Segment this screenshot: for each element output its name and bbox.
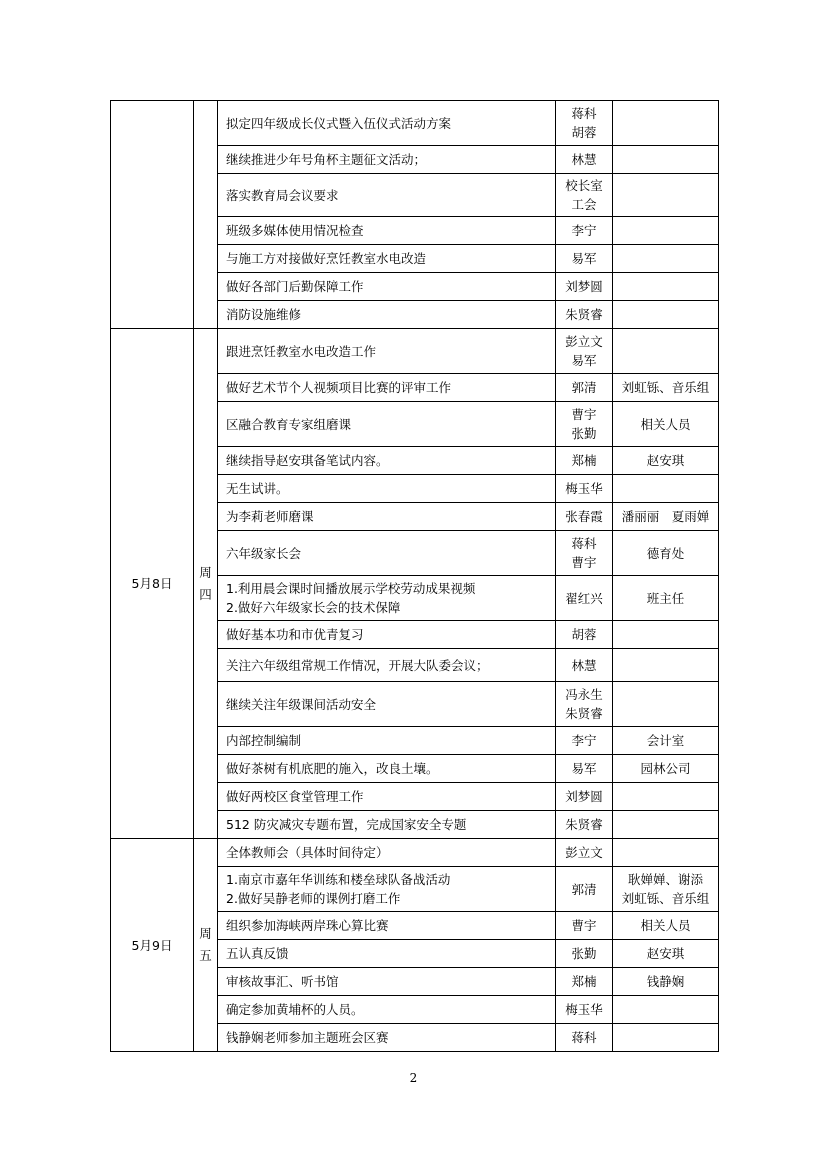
task-cell <box>218 329 556 374</box>
person-line: 彭立文 <box>565 334 603 349</box>
task-line: 内部控制编制 <box>226 733 302 748</box>
task-cell <box>218 811 556 839</box>
cooperator-cell <box>613 374 719 402</box>
person-cell <box>556 447 613 475</box>
task-line: 做好两校区食堂管理工作 <box>226 789 364 804</box>
cooperator-cell <box>613 273 719 301</box>
cooperator-line: 园林公司 <box>640 761 691 776</box>
person-line: 林慧 <box>571 152 597 167</box>
cooperator-cell <box>613 755 719 783</box>
date-cell <box>111 101 194 329</box>
person-cell <box>556 174 613 217</box>
person-line: 张勤 <box>571 426 597 441</box>
task-cell <box>218 912 556 940</box>
task-cell <box>218 301 556 329</box>
person-line: 李宁 <box>571 223 597 238</box>
task-cell <box>218 273 556 301</box>
task-cell <box>218 402 556 447</box>
person-line: 蒋科 <box>571 106 597 121</box>
person-line: 朱贤睿 <box>565 706 603 721</box>
person-cell <box>556 621 613 649</box>
cooperator-cell <box>613 531 719 576</box>
cooperator-line: 相关人员 <box>640 416 691 432</box>
person-cell <box>556 968 613 996</box>
cooperator-cell <box>613 682 719 727</box>
person-line: 彭立文 <box>565 845 603 860</box>
task-cell <box>218 839 556 867</box>
task-line: 1.南京市嘉年华训练和楼垒球队备战活动 <box>226 872 451 887</box>
person-cell <box>556 1024 613 1052</box>
task-line: 钱静娴老师参加主题班会区赛 <box>226 1030 389 1045</box>
task-line: 五认真反馈 <box>226 946 289 961</box>
cooperator-cell <box>613 245 719 273</box>
person-cell <box>556 839 613 867</box>
person-line: 翟红兴 <box>565 590 603 606</box>
task-cell <box>218 727 556 755</box>
person-line: 冯永生 <box>565 687 603 702</box>
task-line: 组织参加海峡两岸珠心算比赛 <box>226 918 389 933</box>
cooperator-cell <box>613 867 719 912</box>
person-line: 朱贤睿 <box>565 817 603 832</box>
task-cell <box>218 755 556 783</box>
person-line: 梅玉华 <box>565 481 603 496</box>
cooperator-cell <box>613 996 719 1024</box>
cooperator-line: 钱静娴 <box>646 974 685 989</box>
task-line: 跟进烹饪教室水电改造工作 <box>226 343 377 359</box>
cooperator-cell <box>613 839 719 867</box>
task-cell <box>218 621 556 649</box>
task-line: 关注六年级组常规工作情况，开展大队委会议； <box>226 657 489 673</box>
person-cell <box>556 503 613 531</box>
date-cell <box>111 329 194 839</box>
person-line: 郑楠 <box>571 453 597 468</box>
task-line: 落实教育局会议要求 <box>226 187 339 203</box>
task-cell <box>218 447 556 475</box>
cooperator-cell <box>613 402 719 447</box>
person-cell <box>556 374 613 402</box>
cooperator-line: 德育处 <box>646 545 685 561</box>
person-cell <box>556 912 613 940</box>
task-cell <box>218 940 556 968</box>
cooperator-cell <box>613 811 719 839</box>
person-cell <box>556 273 613 301</box>
task-line: 班级多媒体使用情况检查 <box>226 223 364 238</box>
cooperator-cell <box>613 503 719 531</box>
weekday-char: 周 <box>199 564 212 580</box>
task-line: 做好茶树有机底肥的施入，改良土壤。 <box>226 761 439 776</box>
cooperator-cell <box>613 174 719 217</box>
weekday-char: 四 <box>199 586 212 602</box>
cooperator-cell <box>613 301 719 329</box>
task-cell <box>218 531 556 576</box>
task-line: 继续指导赵安琪备笔试内容。 <box>226 453 389 468</box>
cooperator-cell <box>613 968 719 996</box>
person-line: 胡蓉 <box>571 125 597 140</box>
task-line: 确定参加黄埔杯的人员。 <box>226 1002 364 1017</box>
cooperator-line: 会计室 <box>646 733 685 748</box>
weekday-cell <box>194 329 218 839</box>
person-line: 朱贤睿 <box>565 307 603 322</box>
task-line: 拟定四年级成长仪式暨入伍仪式活动方案 <box>226 115 452 131</box>
cooperator-cell <box>613 727 719 755</box>
person-cell <box>556 727 613 755</box>
cooperator-line: 刘虹铄、音乐组 <box>621 891 710 906</box>
task-line: 继续关注年级课间活动安全 <box>226 696 377 712</box>
cooperator-line: 相关人员 <box>640 918 691 933</box>
cooperator-cell <box>613 217 719 245</box>
person-line: 工会 <box>571 197 597 212</box>
cooperator-cell <box>613 912 719 940</box>
person-line: 郑楠 <box>571 974 597 989</box>
cooperator-cell <box>613 447 719 475</box>
person-line: 郭清 <box>571 881 597 897</box>
task-cell <box>218 968 556 996</box>
task-line: 审核故事汇、听书馆 <box>226 974 339 989</box>
person-line: 梅玉华 <box>565 1002 603 1017</box>
task-line: 1.利用晨会课时间播放展示学校劳动成果视频 <box>226 581 476 596</box>
person-cell <box>556 402 613 447</box>
cooperator-cell <box>613 146 719 174</box>
cooperator-line: 班主任 <box>646 590 685 606</box>
cooperator-cell <box>613 649 719 682</box>
cooperator-cell <box>613 101 719 146</box>
person-cell <box>556 329 613 374</box>
task-cell <box>218 867 556 912</box>
task-cell <box>218 682 556 727</box>
task-line: 做好各部门后勤保障工作 <box>226 279 364 294</box>
task-cell <box>218 174 556 217</box>
task-cell <box>218 649 556 682</box>
cooperator-cell <box>613 1024 719 1052</box>
schedule-table <box>110 100 719 1052</box>
task-cell <box>218 101 556 146</box>
cooperator-cell <box>613 621 719 649</box>
cooperator-line: 耿婵婵、谢添 <box>627 872 703 887</box>
task-cell <box>218 503 556 531</box>
task-line: 与施工方对接做好烹饪教室水电改造 <box>226 251 427 266</box>
person-line: 曹宇 <box>571 407 597 422</box>
person-line: 胡蓉 <box>571 627 597 642</box>
task-cell <box>218 1024 556 1052</box>
person-cell <box>556 940 613 968</box>
cooperator-cell <box>613 576 719 621</box>
cooperator-line: 潘丽丽 夏雨婵 <box>621 509 710 524</box>
table-row <box>111 329 719 374</box>
person-cell <box>556 146 613 174</box>
person-line: 易军 <box>571 353 597 368</box>
task-line: 为李莉老师磨课 <box>226 509 314 524</box>
person-line: 郭清 <box>571 380 597 395</box>
cooperator-cell <box>613 783 719 811</box>
person-cell <box>556 475 613 503</box>
cooperator-cell <box>613 475 719 503</box>
date-label: 5月8日 <box>131 576 173 591</box>
person-line: 校长室 <box>565 178 603 193</box>
person-cell <box>556 811 613 839</box>
date-cell <box>111 839 194 1052</box>
table-row <box>111 839 719 867</box>
task-cell <box>218 576 556 621</box>
person-cell <box>556 682 613 727</box>
cooperator-cell <box>613 329 719 374</box>
person-cell <box>556 783 613 811</box>
person-cell <box>556 867 613 912</box>
person-line: 张勤 <box>571 946 597 961</box>
task-line: 区融合教育专家组磨课 <box>226 416 352 432</box>
person-line: 张春霞 <box>565 509 603 524</box>
weekday-char: 周 <box>199 926 212 941</box>
weekday-cell <box>194 839 218 1052</box>
task-line: 2.做好吴静老师的课例打磨工作 <box>226 891 401 906</box>
person-line: 易军 <box>571 761 597 776</box>
person-line: 曹宇 <box>571 918 597 933</box>
task-line: 无生试讲。 <box>226 481 289 496</box>
person-line: 蒋科 <box>571 1030 597 1045</box>
cooperator-line: 赵安琪 <box>646 453 685 468</box>
task-line: 继续推进少年号角杯主题征文活动； <box>226 152 427 167</box>
task-cell <box>218 475 556 503</box>
person-cell <box>556 649 613 682</box>
task-line: 全体教师会（具体时间待定） <box>226 845 389 860</box>
task-cell <box>218 783 556 811</box>
cooperator-line: 刘虹铄、音乐组 <box>621 380 710 395</box>
cooperator-cell <box>613 940 719 968</box>
task-line: 512 防灾减灾专题布置，完成国家安全专题 <box>226 817 467 832</box>
table-row <box>111 101 719 146</box>
person-cell <box>556 996 613 1024</box>
person-cell <box>556 576 613 621</box>
task-cell <box>218 996 556 1024</box>
cooperator-line: 赵安琪 <box>646 946 685 961</box>
task-line: 六年级家长会 <box>226 545 302 561</box>
person-line: 蒋科 <box>571 536 597 551</box>
task-line: 做好基本功和市优青复习 <box>226 627 364 642</box>
person-line: 李宁 <box>571 733 597 748</box>
person-line: 刘梦圆 <box>565 789 603 804</box>
weekday-cell <box>194 101 218 329</box>
schedule-body <box>111 101 719 1052</box>
person-cell <box>556 217 613 245</box>
person-cell <box>556 531 613 576</box>
task-line: 2.做好六年级家长会的技术保障 <box>226 600 401 615</box>
person-line: 刘梦圆 <box>565 279 603 294</box>
person-line: 易军 <box>571 251 597 266</box>
page-number: 2 <box>409 1071 418 1085</box>
task-cell <box>218 245 556 273</box>
task-cell <box>218 146 556 174</box>
task-cell <box>218 374 556 402</box>
person-cell <box>556 755 613 783</box>
weekday-char: 五 <box>199 948 212 963</box>
person-line: 林慧 <box>571 657 597 673</box>
task-cell <box>218 217 556 245</box>
person-line: 曹宇 <box>571 555 597 570</box>
person-cell <box>556 245 613 273</box>
task-line: 做好艺术节个人视频项目比赛的评审工作 <box>226 380 452 395</box>
person-cell <box>556 301 613 329</box>
person-cell <box>556 101 613 146</box>
task-line: 消防设施维修 <box>226 307 302 322</box>
date-label: 5月9日 <box>131 937 173 953</box>
